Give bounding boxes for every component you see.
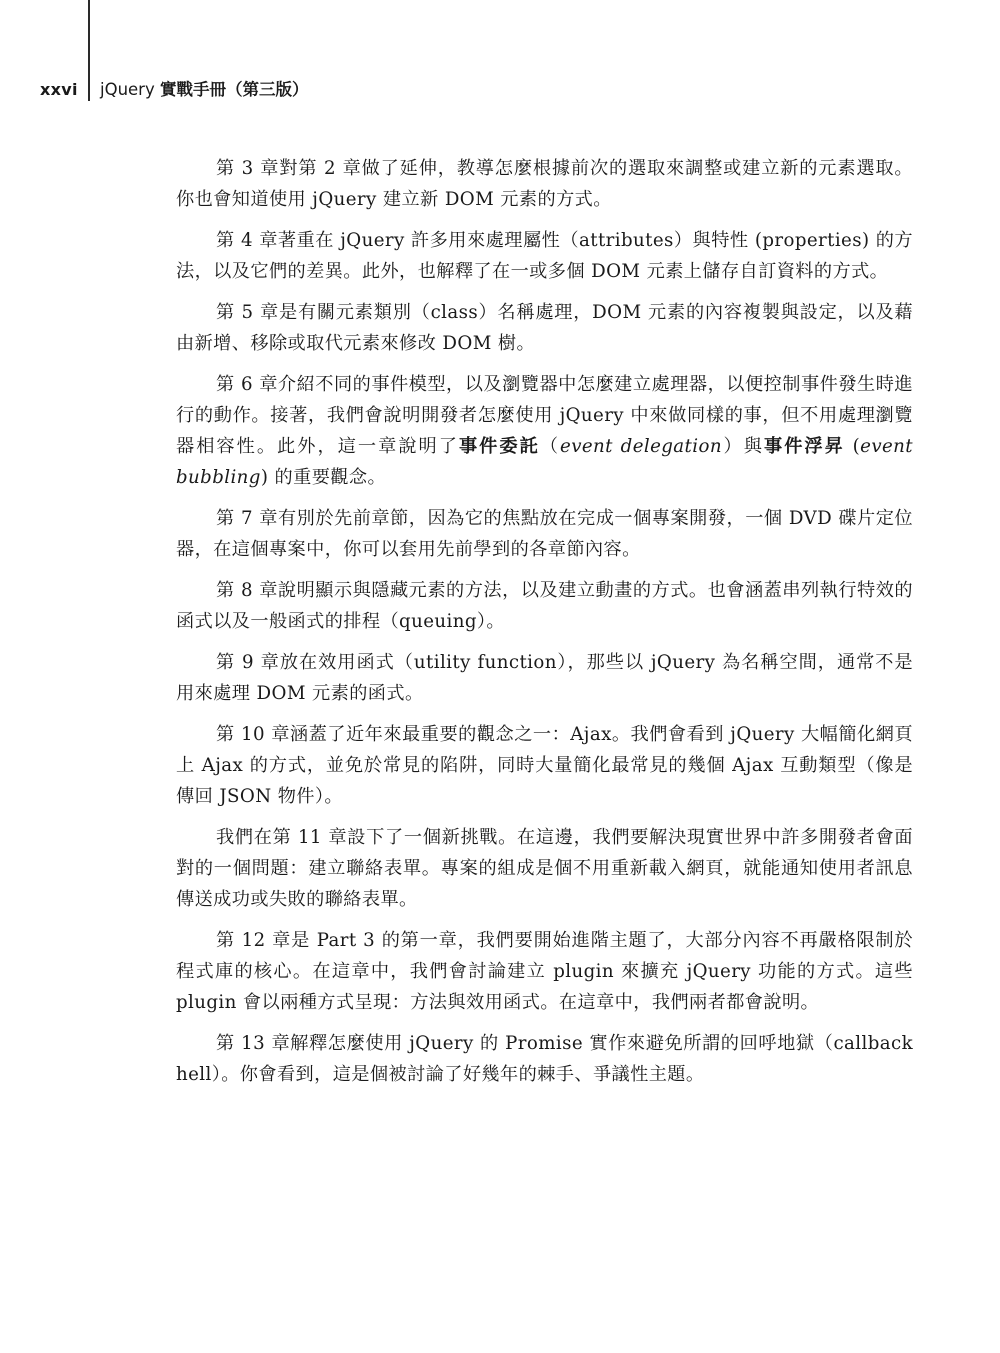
- chapter-6-text-c: ）與: [721, 436, 764, 457]
- paragraph-chapter-11: 我們在第 11 章設下了一個新挑戰。在這邊，我們要解決現實世界中許多開發者會面對的一個問題：建立聯絡表單。專案的組成是個不用重新載入網頁，就能通知使用者訊息傳送成功或失敗的聯絡表單。: [176, 827, 913, 910]
- paragraph-chapter-3: 第 3 章對第 2 章做了延伸，教導怎麼根據前次的選取來調整或建立新的元素選取。你也會知道使用 jQuery 建立新 DOM 元素的方式。: [176, 158, 913, 210]
- paragraph-chapter-7: 第 7 章有別於先前章節，因為它的焦點放在完成一個專案開發，一個 DVD 碟片定位器，在這個專案中，你可以套用先前學到的各章節內容。: [176, 508, 913, 560]
- term-event-bubbling: 事件浮昇: [764, 436, 845, 457]
- paragraph-chapter-5: 第 5 章是有關元素類別（class）名稱處理，DOM 元素的內容複製與設定，以及藉由新增、移除或取代元素來修改 DOM 樹。: [176, 302, 913, 354]
- running-title-prefix: jQuery: [100, 80, 160, 99]
- paragraph-chapter-12: 第 12 章是 Part 3 的第一章，我們要開始進階主題了，大部分內容不再嚴格限制於程式庫的核心。在這章中，我們會討論建立 plugin 來擴充 jQuery 功能的方式。這些 plugin 會以兩種方式呈現：方法與效用函式。在這章中，我們兩者都會說明。: [176, 930, 913, 1013]
- term-event-delegation: 事件委託: [458, 436, 540, 457]
- header-vertical-rule: [88, 0, 90, 101]
- term-event-delegation-en: event delegation: [560, 436, 722, 457]
- chapter-6-text-a: 第 6 章介紹不同的事件模型，以及瀏覽器中怎麼建立處理器，以便控制事件發生時進行的動作。接著，我們會說明開發者怎麼使用 jQuery 中來做同樣的事，但不用處理瀏覽器相容性。此外，這一章說明了: [176, 374, 913, 457]
- chapter-6-text-d: (: [844, 436, 861, 457]
- paragraph-chapter-8: 第 8 章說明顯示與隱藏元素的方法，以及建立動畫的方式。也會涵蓋串列執行特效的函式以及一般函式的排程（queuing）。: [176, 580, 913, 632]
- body-text: [176, 153, 913, 1100]
- running-title: [100, 76, 308, 104]
- chapter-6-text-b: （: [539, 436, 561, 457]
- paragraph-chapter-6: [176, 369, 913, 493]
- running-title-main: 實戰手冊（第三版）: [159, 80, 309, 99]
- paragraph-chapter-4: 第 4 章著重在 jQuery 許多用來處理屬性（attributes）與特性 (properties) 的方法，以及它們的差異。此外，也解釋了在一或多個 DOM 元素上儲存自訂資料的方式。: [176, 230, 913, 282]
- term-event-bubbling-en: event bubbling: [176, 436, 913, 488]
- paragraph-chapter-9: 第 9 章放在效用函式（utility function），那些以 jQuery 為名稱空間，通常不是用來處理 DOM 元素的函式。: [176, 652, 913, 704]
- paragraph-chapter-13: 第 13 章解釋怎麼使用 jQuery 的 Promise 實作來避免所謂的回呼地獄（callback hell）。你會看到，這是個被討論了好幾年的棘手、爭議性主題。: [176, 1033, 913, 1085]
- paragraph-chapter-10: 第 10 章涵蓋了近年來最重要的觀念之一：Ajax。我們會看到 jQuery 大幅簡化網頁上 Ajax 的方式，並免於常見的陷阱，同時大量簡化最常見的幾個 Ajax 互動類型（像是傳回 JSON 物件）。: [176, 724, 913, 807]
- page-number: xxvi: [40, 80, 78, 99]
- chapter-6-text-e: ) 的重要觀念。: [260, 467, 387, 488]
